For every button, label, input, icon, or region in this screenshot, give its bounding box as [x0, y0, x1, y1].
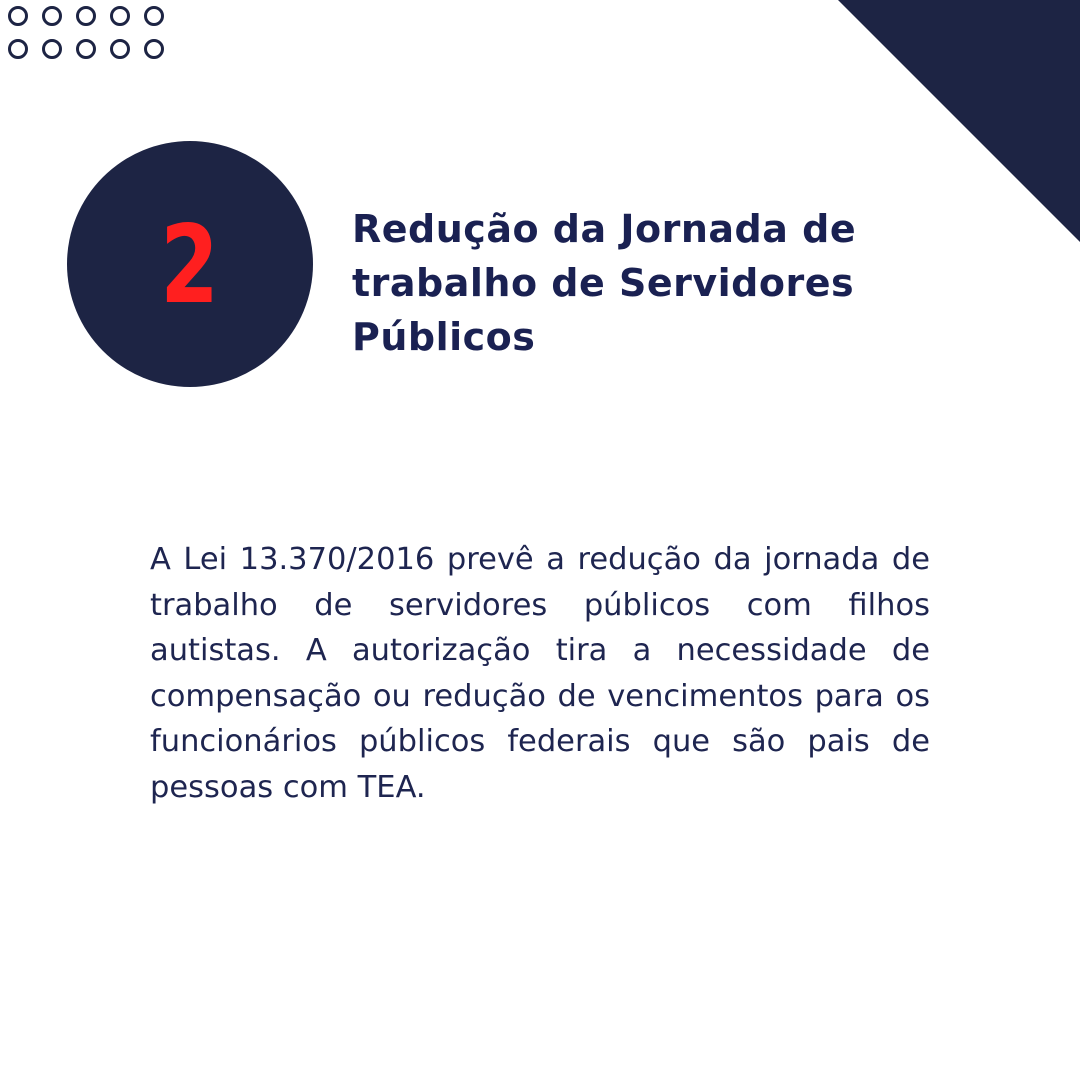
circle-icon [8, 39, 28, 59]
circle-icon [76, 6, 96, 26]
circle-icon [76, 39, 96, 59]
circle-icon [110, 6, 130, 26]
number-badge [67, 141, 313, 387]
circle-icon [144, 39, 164, 59]
circle-icon [110, 39, 130, 59]
dot-pattern [8, 6, 166, 59]
body-paragraph: A Lei 13.370/2016 prevê a redução da jornada de trabalho de servidores públicos com filhos autistas. A autorização tira a necessidade de compensação ou redução de vencimentos para os funcionários públicos federais que são pais de pessoas com TEA. [150, 542, 930, 805]
title-line: trabalho de Servidores [352, 261, 855, 305]
page-title [352, 202, 872, 364]
circle-icon [8, 6, 28, 26]
corner-triangle-decoration [838, 0, 1080, 242]
badge-number: 2 [160, 203, 220, 328]
circle-icon [42, 39, 62, 59]
title-line: Públicos [352, 315, 536, 359]
circle-icon [42, 6, 62, 26]
title-line: Redução da Jornada de [352, 207, 857, 251]
circle-icon [144, 6, 164, 26]
